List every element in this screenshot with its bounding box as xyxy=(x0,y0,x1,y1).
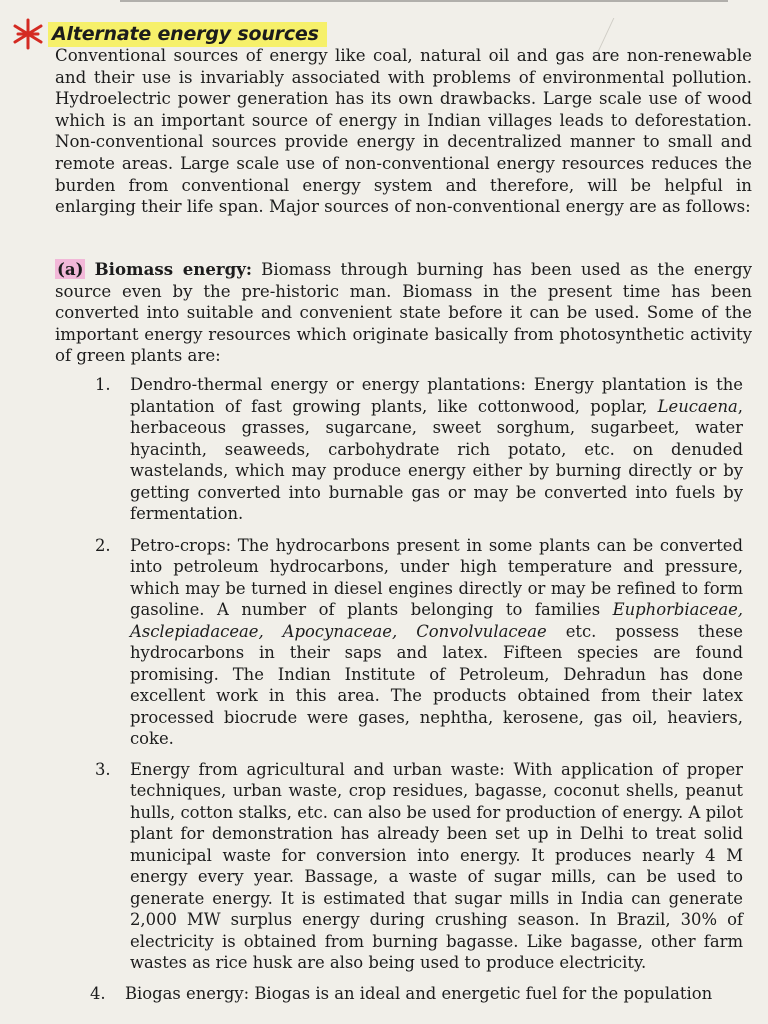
biomass-label-prefix: (a) xyxy=(57,259,84,279)
item-text-continued: etc. possess these hydrocarbons in their saps and latex. Fifteen species are found promising. The Indian Institute of Petroleum, Dehradun has done excellent work in this area. The products obtained from their latex processed biocrude were gases, nephtha, kerosene, gas oil, heaviers, coke. xyxy=(130,621,744,748)
biomass-label: Biomass energy: xyxy=(94,259,252,279)
list-item-petro-crops xyxy=(95,535,743,750)
item-number: 1. xyxy=(95,375,111,394)
item-italic-families: Euphorbiaceae, Asclepiadaceae, Apocynaceae, Convolvulaceae xyxy=(130,600,743,641)
page-top-rule xyxy=(120,0,728,2)
item-text-continued: , herbaceous grasses, sugarcane, sweet sorghum, sugarbeet, water hyacinth, seaweeds, carbohydrate rich potato, etc. on denuded wastelands, which may produce energy either by burning directly or by getting converted into burnable gas or may be converted into fuels by fermentation. xyxy=(130,396,743,523)
list-item-biogas xyxy=(90,983,743,1005)
item-text: Petro-crops: The hydrocarbons present in some plants can be converted into petroleum hydrocarbons, under high temperature and pressure, which may be turned in diesel engines directly or may be refined to form gasoline. A number of plants belonging to families xyxy=(130,535,743,619)
item-text: Dendro-thermal energy or energy plantations: Energy plantation is the plantation of fast growing plants, like cottonwood, poplar, xyxy=(130,375,743,416)
item-number: 4. xyxy=(90,983,106,1003)
intro-paragraph: Conventional sources of energy like coal, natural oil and gas are non-renewable and their use is invariably associated with problems of environmental pollution. Hydroelectric power generation has its own drawbacks. Large scale use of wood which is an important source of energy in Indian villages leads to deforestation. Non-conventional sources provide energy in decentralized manner to small and remote areas. Large scale use of non-conventional energy resources reduces the burden from conventional energy system and therefore, will be helpful in enlarging their life span. Major sources of non-conventional energy are as follows: xyxy=(55,46,752,217)
item-number: 3. xyxy=(95,759,111,779)
list-item-dendro-thermal xyxy=(95,374,743,525)
section-title: Alternate energy sources xyxy=(48,22,327,47)
item-text: Energy from agricultural and urban waste: With application of proper techniques, urban waste, crop residues, bagasse, coconut shells, peanut hulls, cotton stalks, etc. can also be used for production of energy. A pilot plant for demonstration has already been set up in Delhi to treat solid municipal waste for conversion into energy. It produces nearly 4 M energy every year. Bassage, a waste of sugar mills, can be used to generate energy. It is estimated that sugar mills in India can generate 2,000 MW surplus energy during crushing season. In Brazil, 30% of electricity is obtained from burning bagasse. Like bagasse, other farm wastes as rice husk are also being used to produce electricity. xyxy=(130,759,743,972)
energy-sources-list xyxy=(90,374,744,1010)
red-asterisk-icon xyxy=(10,16,46,52)
biomass-paragraph xyxy=(55,259,752,367)
item-number: 2. xyxy=(95,535,111,555)
list-item-agri-urban-waste xyxy=(95,759,743,974)
item-text: Biogas energy: Biogas is an ideal and energetic fuel for the population xyxy=(125,983,713,1003)
item-italic-text: Leucaena xyxy=(657,396,738,416)
biomass-text: Biomass through burning has been used as the energy source even by the pre-historic man. Biomass in the present time has been converted into suitable and convenient state before it can be used. Some of the important energy resources which originate basically from photosynthetic activity of green plants are: xyxy=(55,260,752,366)
